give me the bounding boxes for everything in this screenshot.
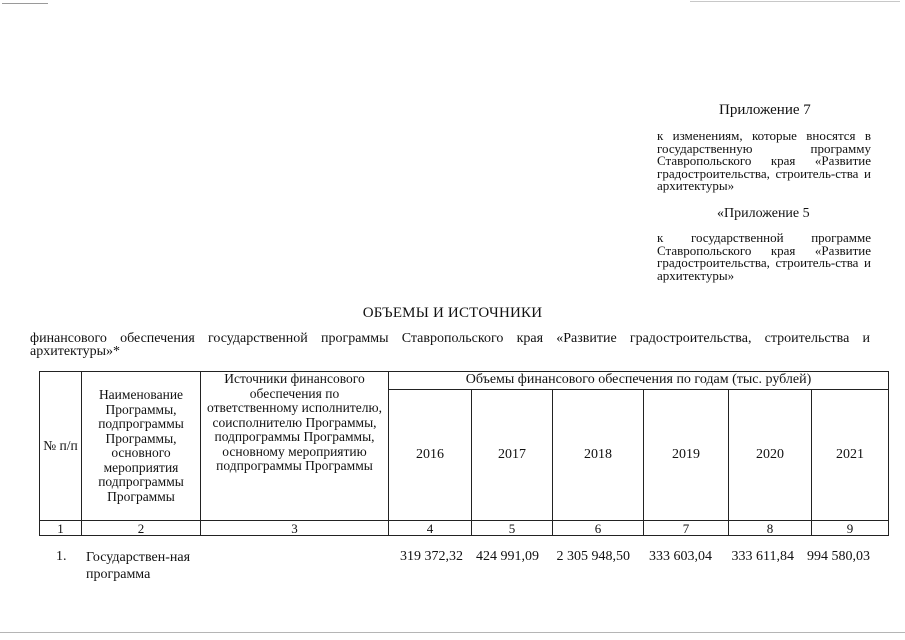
header-year: 2017 — [472, 390, 553, 521]
appendix-text: к изменениям, которые вносятся в государственную программу Ставропольского края «Развитие градостроительства, строитель-ства и архитектуры» — [657, 128, 871, 193]
row-value-2021: 994 580,03 — [807, 549, 870, 564]
column-index: 5 — [472, 521, 553, 536]
row-value-2017: 424 991,09 — [476, 549, 539, 564]
header-num: № п/п — [40, 372, 82, 521]
column-index: 7 — [644, 521, 729, 536]
column-index: 8 — [729, 521, 812, 536]
document-subheading: финансового обеспечения государственной программы Ставропольского края «Развитие градостроительства, строительства и архитектуры»* — [30, 331, 870, 359]
header-year: 2020 — [729, 390, 812, 521]
scan-line-top-right — [690, 1, 900, 2]
header-volumes: Объемы финансового обеспечения по годам (тыс. рублей) — [389, 372, 889, 390]
column-index: 2 — [82, 521, 201, 536]
column-index: 3 — [201, 521, 389, 536]
header-year: 2018 — [553, 390, 644, 521]
row-value-2018: 2 305 948,50 — [556, 549, 630, 564]
scan-line-top-left — [2, 3, 48, 4]
row-value-2020: 333 611,84 — [731, 549, 794, 564]
inner-appendix-text: к государственной программе Ставропольского края «Развитие градостроительства, строитель-ства и архитектуры» — [657, 230, 871, 283]
row-number: 1. — [56, 549, 67, 564]
column-index: 6 — [553, 521, 644, 536]
header-year: 2019 — [644, 390, 729, 521]
header-name: Наименование Программы, подпрограммы Программы, основного мероприятия подпрограммы Программы — [82, 372, 201, 521]
column-index: 9 — [812, 521, 889, 536]
financing-table — [39, 371, 889, 536]
row-value-2019: 333 603,04 — [649, 549, 712, 564]
document-heading: ОБЪЕМЫ И ИСТОЧНИКИ — [362, 305, 543, 321]
scan-line-bottom — [0, 632, 905, 633]
appendix-title: Приложение 7 — [719, 102, 811, 118]
column-index: 4 — [389, 521, 472, 536]
header-year: 2016 — [389, 390, 472, 521]
header-sources: Источники финансового обеспечения по ответственному исполнителю, соисполнителю Программы, подпрограммы Программы, основному мероприятию подпрограммы Программы — [201, 372, 389, 521]
header-year: 2021 — [812, 390, 889, 521]
column-index: 1 — [40, 521, 82, 536]
inner-appendix-title: «Приложение 5 — [717, 206, 810, 221]
row-name: Государствен-ная программа — [86, 550, 191, 582]
row-value-2016: 319 372,32 — [400, 549, 463, 564]
